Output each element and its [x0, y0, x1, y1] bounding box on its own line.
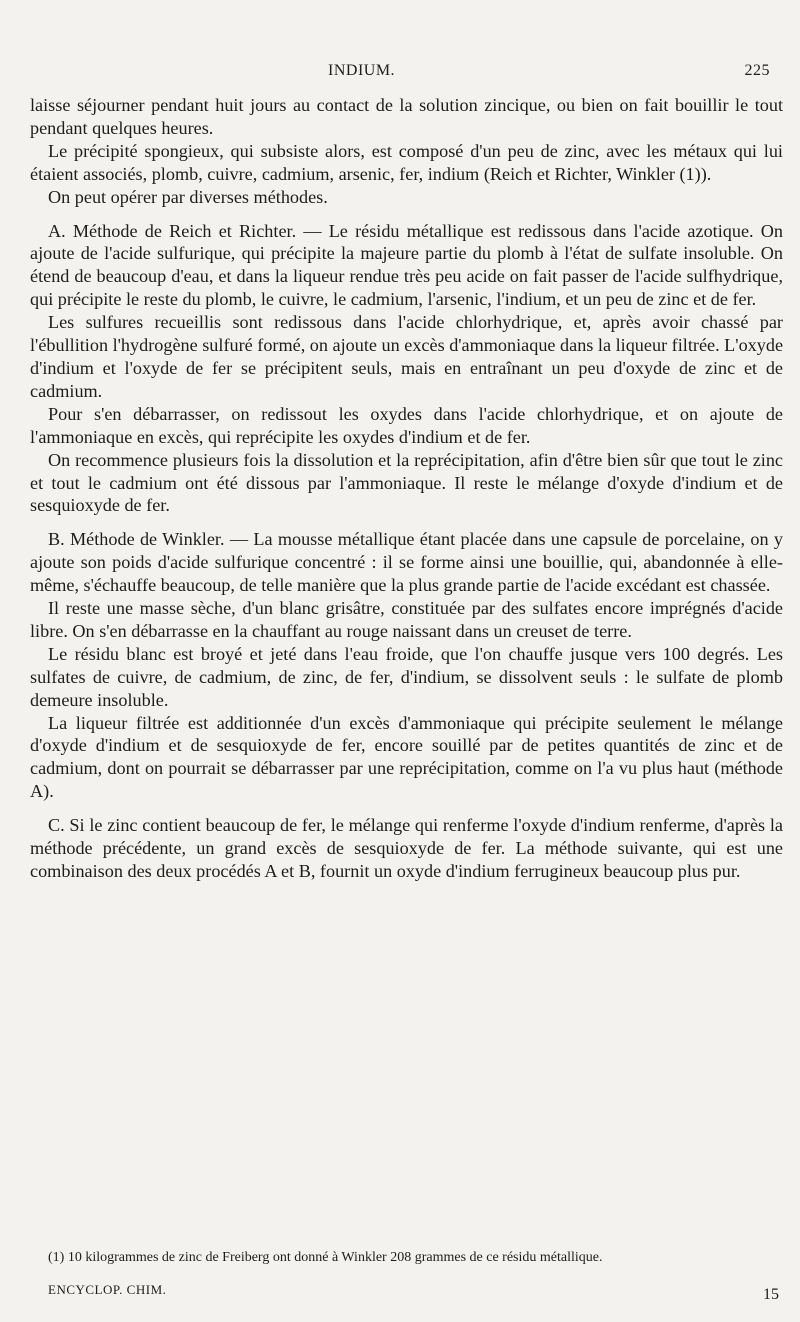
- footnote: [30, 1249, 783, 1266]
- page-footer: [30, 1282, 783, 1304]
- paragraph: Pour s'en débarrasser, on redissout les oxydes dans l'acide chlorhydrique, et on ajoute de l'ammoniaque en excès, qui reprécipite les oxydes d'indium et de fer.: [30, 403, 783, 447]
- body-text: [30, 94, 783, 883]
- series-title: ENCYCLOP. CHIM.: [48, 1282, 167, 1297]
- running-header: [0, 62, 800, 86]
- paragraph: On recommence plusieurs fois la dissolution et la reprécipitation, afin d'être bien sûr que tout le zinc et tout le cadmium ont été dissous par l'ammoniaque. Il reste le mélange d'oxyde d'indium et de sesquioxyde de fer.: [30, 449, 783, 516]
- paragraph: laisse séjourner pendant huit jours au contact de la solution zincique, ou bien on fait bouillir le tout pendant quelques heures.: [30, 95, 783, 138]
- paragraph: Le résidu blanc est broyé et jeté dans l'eau froide, que l'on chauffe jusque vers 100 degrés. Les sulfates de cuivre, de cadmium, de zinc, de fer, d'indium, se dissolvent seuls : le sulfate de plomb demeure insoluble.: [30, 643, 783, 710]
- page-number: 225: [744, 62, 770, 79]
- footnote-text: (1) 10 kilogrammes de zinc de Freiberg ont donné à Winkler 208 grammes de ce résidu métallique.: [48, 1250, 603, 1265]
- section-method-c: C. Si le zinc contient beaucoup de fer, le mélange qui renferme l'oxyde d'indium renferme, d'après la méthode précédente, un grand excès de sesquioxyde de fer. La méthode suivante, qui est une combinaison des deux procédés A et B, fournit un oxyde d'indium ferrugineux beaucoup plus pur.: [30, 815, 783, 881]
- paragraph: Il reste une masse sèche, d'un blanc grisâtre, constituée par des sulfates encore imprégnés d'acide libre. On s'en débarrasse en la chauffant au rouge naissant dans un creuset de terre.: [30, 598, 783, 641]
- running-title: INDIUM.: [328, 62, 396, 79]
- paragraph: La liqueur filtrée est additionnée d'un excès d'ammoniaque qui précipite seulement le mélange d'oxyde d'indium et de sesquioxyde de fer, encore souillé par de petites quantités de zinc et de cadmium, dont on pourrait se débarrasser par une reprécipitation, comme on l'a vu plus haut (méthode A).: [30, 712, 783, 802]
- paragraph: Les sulfures recueillis sont redissous dans l'acide chlorhydrique, et, après avoir chassé par l'ébullition l'hydrogène sulfuré formé, on ajoute un excès d'ammoniaque dans la liqueur filtrée. L'oxyde d'indium et l'oxyde de fer se précipitent seuls, mais en entraînant un peu d'oxyde de zinc et de cadmium.: [30, 312, 784, 401]
- paragraph: Le précipité spongieux, qui subsiste alors, est composé d'un peu de zinc, avec les métaux qui lui étaient associés, plomb, cuivre, cadmium, arsenic, fer, indium (Reich et Richter, Winkler (1)).: [30, 140, 783, 184]
- paragraph: On peut opérer par diverses méthodes.: [48, 186, 328, 207]
- section-method-b: B. Méthode de Winkler. — La mousse métallique étant placée dans une capsule de porcelaine, on y ajoute son poids d'acide sulfurique concentré : il se forme ainsi une bouillie, qui, abandonnée à elle-même, s'échauffe beaucoup, de telle manière que la plus grande partie de l'acide excédant est chassée.: [30, 529, 783, 596]
- signature-mark: 15: [763, 1286, 779, 1303]
- section-method-a: A. Méthode de Reich et Richter. — Le résidu métallique est redissous dans l'acide azotique. On ajoute de l'acide sulfurique, qui précipite la majeure partie du plomb à l'état de sulfate insoluble. On étend de beaucoup d'eau, et dans la liqueur rendue très peu acide on fait passer de l'acide sulfhydrique, qui précipite le reste du plomb, le cuivre, le cadmium, l'arsenic, l'indium, et un peu de zinc et de fer.: [30, 220, 783, 310]
